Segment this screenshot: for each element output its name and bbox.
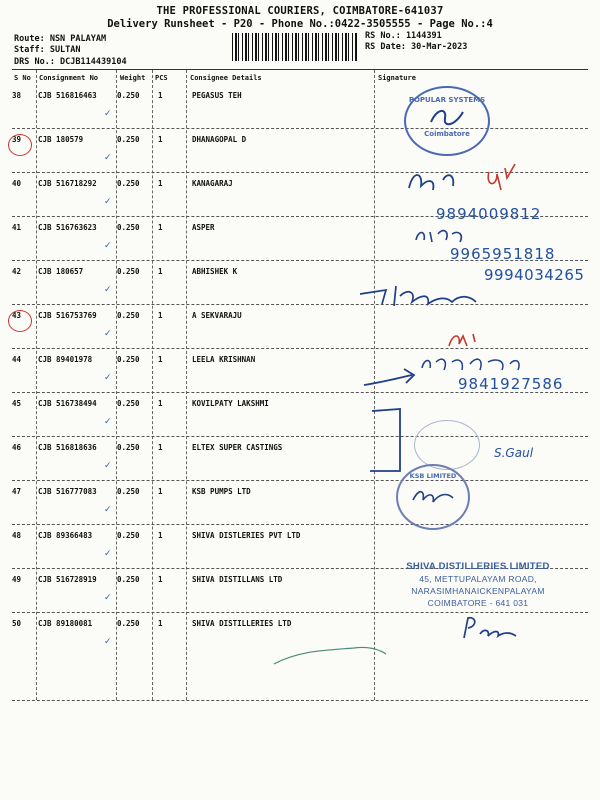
consignment-cell: CJB 89180081 [38,619,93,628]
col-header-signature: Signature [378,74,416,82]
weight-cell: 0.250 [117,531,140,540]
signature-scribble [360,405,420,475]
checkmark-icon: ✓ [104,153,112,163]
consignment-cell: CJB 516816463 [38,91,97,100]
pcs-cell: 1 [158,135,163,144]
consignment-cell: CJB 89401978 [38,355,93,364]
consignee-cell: ABHISHEK K [192,267,238,276]
sno-cell: 46 [12,443,22,452]
checkmark-icon: ✓ [104,593,112,603]
pcs-cell: 1 [158,487,163,496]
consignment-cell: CJB 516818636 [38,443,97,452]
company-stamp [378,561,578,609]
signature-scribble [412,224,472,246]
handwritten-phone: 9841927586 [458,375,564,393]
weight-cell: 0.250 [117,179,140,188]
consignee-cell: SHIVA DISTILLERIES LTD [192,619,292,628]
handwritten-phone: 9994034265 [484,266,585,284]
sno-cell: 45 [12,399,22,408]
stamp-text: NARASIMHANAICKENPALAYAM [411,586,545,596]
sno-cell: 42 [12,267,22,276]
consignment-cell: CJB 516718292 [38,179,97,188]
weight-cell: 0.250 [117,135,140,144]
sno-cell: 38 [12,91,22,100]
checkmark-icon: ✓ [104,373,112,383]
decorative-scribble [270,640,390,670]
signature-scribble [405,160,525,200]
checkmark-icon: ✓ [104,505,112,515]
weight-cell: 0.250 [117,91,140,100]
consignment-cell: CJB 516763623 [38,223,97,232]
sno-cell: 44 [12,355,22,364]
checkmark-icon: ✓ [104,461,112,471]
checkmark-icon: ✓ [104,637,112,647]
stamp-text: KSB LIMITED [409,472,457,480]
consignment-cell: CJB 516777083 [38,487,97,496]
pcs-cell: 1 [158,91,163,100]
consignee-cell: DHANAGOPAL D [192,135,247,144]
sno-cell: 41 [12,223,22,232]
sno-cell: 39 [12,135,22,144]
weight-cell: 0.250 [117,575,140,584]
weight-cell: 0.250 [117,487,140,496]
handwritten-phone: 9894009812 [436,205,542,223]
consignment-cell: CJB 516738494 [38,399,97,408]
company-stamp [404,86,490,156]
consignee-cell: KANAGARAJ [192,179,233,188]
table-bottom-border [12,700,588,701]
stamp-text: SHIVA DISTILLERIES LIMITED [406,561,550,572]
red-circle-mark [8,134,32,156]
sno-cell: 47 [12,487,22,496]
route-label: Route: NSN PALAYAM [14,34,107,44]
sno-cell: 43 [12,311,22,320]
weight-cell: 0.250 [117,399,140,408]
checkmark-icon: ✓ [104,417,112,427]
pcs-cell: 1 [158,619,163,628]
faint-stamp [414,420,480,470]
weight-cell: 0.250 [117,311,140,320]
col-header-sno: S No [14,74,31,82]
pcs-cell: 1 [158,223,163,232]
consignee-cell: SHIVA DISTILLANS LTD [192,575,283,584]
checkmark-icon: ✓ [104,285,112,295]
pcs-cell: 1 [158,531,163,540]
sno-cell: 50 [12,619,22,628]
signature-scribble [427,106,467,128]
stamp-text: COIMBATORE - 641 031 [427,598,529,608]
consignment-cell: CJB 180579 [38,135,84,144]
weight-cell: 0.250 [117,267,140,276]
barcode [232,33,358,61]
pcs-cell: 1 [158,575,163,584]
checkmark-icon: ✓ [104,109,112,119]
consignment-cell: CJB 516728919 [38,575,97,584]
pcs-cell: 1 [158,443,163,452]
table-row [12,481,588,525]
staff-label: Staff: SULTAN [14,45,81,55]
table-row [12,305,588,349]
signature-scribble [418,352,528,374]
runsheet-title: THE PROFESSIONAL COURIERS, COIMBATORE-641037 [156,5,444,17]
signature-scribble [460,614,520,642]
consignee-cell: ELTEX SUPER CASTINGS [192,443,283,452]
consignee-cell: LEELA KRISHNAN [192,355,256,364]
signature-scribble [411,484,455,506]
checkmark-icon: ✓ [104,241,112,251]
col-header-weight: Weight [120,74,146,82]
arrow-icon [360,365,420,389]
table-top-border [12,69,588,70]
pcs-cell: 1 [158,267,163,276]
red-circle-mark [8,310,32,332]
col-header-pcs: PCS [155,74,168,82]
weight-cell: 0.250 [117,619,140,628]
consignee-cell: A SEKVARAJU [192,311,242,320]
drs-number: DRS No.: DCJB114439104 [14,57,127,67]
consignment-cell: CJB 89366483 [38,531,93,540]
rs-date: RS Date: 30-Mar-2023 [365,42,468,52]
sno-cell: 40 [12,179,22,188]
stamp-text: 45, METTUPALAYAM ROAD, [419,574,537,584]
weight-cell: 0.250 [117,355,140,364]
table-row [12,85,588,129]
signature-scribble [356,280,496,310]
sno-cell: 48 [12,531,22,540]
stamp-text: POPULAR SYSTEMS [408,96,486,104]
weight-cell: 0.250 [117,223,140,232]
col-header-consignment: Consignment No [39,74,99,82]
consignee-cell: SHIVA DISTLERIES PVT LTD [192,531,301,540]
pcs-cell: 1 [158,311,163,320]
handwritten-signature: S.Gaul [494,446,534,460]
consignee-cell: KSB PUMPS LTD [192,487,251,496]
consignee-cell: PEGASUS TEH [192,91,242,100]
signature-scribble [445,328,485,350]
company-stamp [396,464,470,530]
checkmark-icon: ✓ [104,197,112,207]
weight-cell: 0.250 [117,443,140,452]
table-row [12,393,588,437]
consignment-cell: CJB 180657 [38,267,84,276]
pcs-cell: 1 [158,179,163,188]
pcs-cell: 1 [158,355,163,364]
checkmark-icon: ✓ [104,549,112,559]
pcs-cell: 1 [158,399,163,408]
col-header-consignee: Consignee Details [190,74,262,82]
checkmark-icon: ✓ [104,329,112,339]
consignment-cell: CJB 516753769 [38,311,97,320]
consignee-cell: KOVILPATY LAKSHMI [192,399,269,408]
sno-cell: 49 [12,575,22,584]
consignee-cell: ASPER [192,223,215,232]
runsheet-subtitle: Delivery Runsheet - P20 - Phone No.:0422-3505555 - Page No.:4 [107,18,493,30]
rs-number: RS No.: 1144391 [365,31,442,41]
stamp-text: Coimbatore [424,130,470,138]
handwritten-phone: 9965951818 [450,245,556,263]
